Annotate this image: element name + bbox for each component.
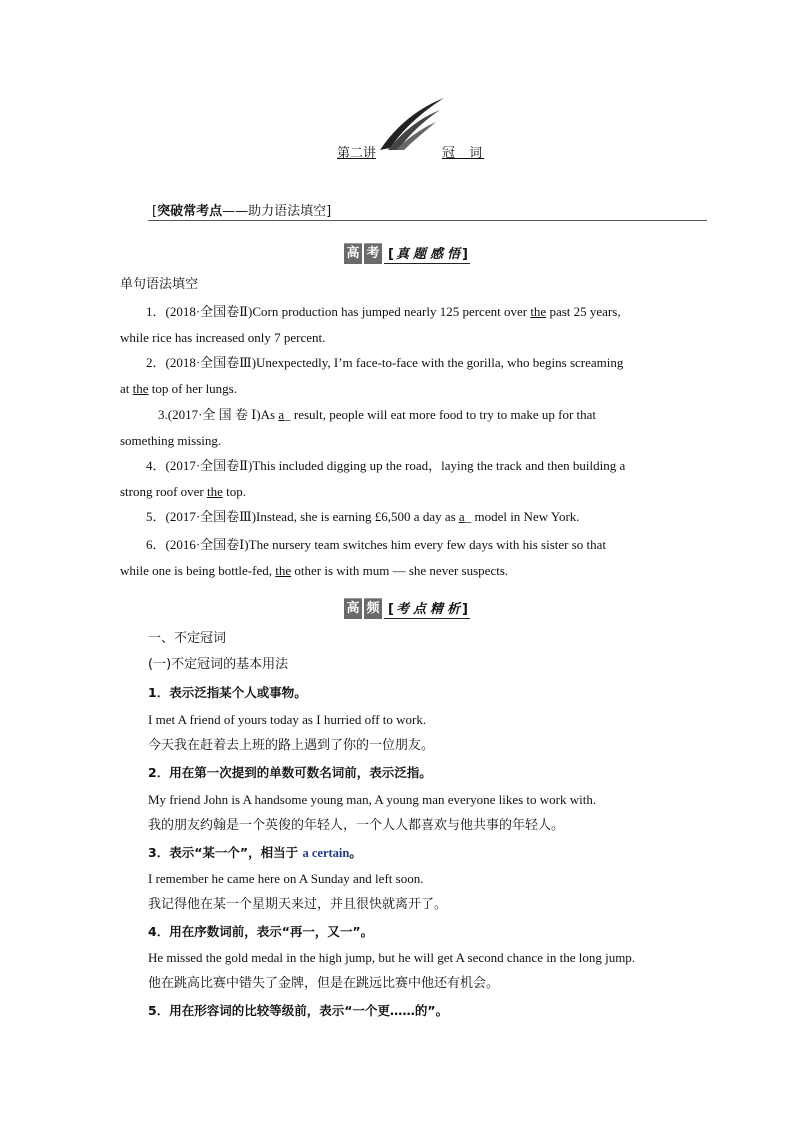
exercise-6-line-2: while one is being bottle-fed, the other is with mum — she never suspects. [120,563,509,578]
badge-gaokao-zhenti [344,242,470,264]
exercise-1-line-1: 1．(2018·全国卷Ⅱ)Corn production has jumped nearly 125 percent over the past 25 years, [146,304,621,319]
lecture-name: 冠 词 [442,146,485,161]
swoosh-decoration-icon [378,96,446,152]
exercise-5-line-1: 5．(2017·全国卷Ⅲ)Instead, she is earning £6,500 a day as a_ model in New York. [146,509,580,524]
rule-1-example-cn: 今天我在赶着去上班的路上遇到了你的一位朋友。 [148,738,435,753]
exercise-heading: 单句语法填空 [120,277,199,292]
rule-1-example-en: I met A friend of yours today as I hurried off to work. [148,712,427,727]
badge-char: 考 [364,243,382,264]
badge-char: 高 [344,598,362,619]
badge-label: [ 考点精析 ] [384,602,470,619]
exercise-2-line-1: 2．(2018·全国卷Ⅲ)Unexpectedly, I’m face-to-face with the gorilla, who begins screaming [146,355,624,370]
rule-2-example-cn: 我的朋友约翰是一个英俊的年轻人，一个人人都喜欢与他共事的年轻人。 [148,818,565,833]
section-title-rest: ——助力语法填空 [222,204,327,219]
exercise-3-line-1: 3.(2017·全 国 卷 Ⅰ)As a_ result, people will eat more food to try to make up for that [158,407,597,422]
exercise-3-line-2: something missing. [120,433,222,448]
rule-2-title: 2．用在第一次提到的单数可数名词前，表示泛指。 [148,765,432,780]
rule-4-example-cn: 他在跳高比赛中错失了金牌，但是在跳远比赛中他还有机会。 [148,976,500,991]
answer-blank: a [278,407,285,422]
badge-gaopin-kaodian [344,597,470,619]
rule-2-example-en: My friend John is A handsome young man, A young man everyone likes to work with. [148,792,597,807]
exercise-6-line-1: 6．(2016·全国卷Ⅰ)The nursery team switches him every few days with his sister so that [146,537,607,552]
rule-3-title: 3．表示“某一个”，相当于 a certain。 [148,845,362,860]
rule-1-title: 1．表示泛指某个人或事物。 [148,685,307,700]
lecture-number: 第二讲 [337,146,377,161]
answer-blank: the [530,304,547,319]
answer-blank: a [458,509,465,524]
answer-blank: the [275,563,292,578]
grammar-heading-1: 一、不定冠词 [148,631,227,646]
answer-blank: the [207,484,223,499]
section-title-bold: 突破常考点 [157,204,223,219]
badge-char: 频 [364,598,382,619]
keyword-a-certain: a certain [302,846,350,860]
rule-4-example-en: He missed the gold medal in the high jump, but he will get A second chance in the long jump. [148,950,636,965]
rule-3-example-en: I remember he came here on A Sunday and left soon. [148,871,424,886]
rule-5-title: 5．用在形容词的比较等级前，表示“一个更……的”。 [148,1003,449,1018]
badge-char: 高 [344,243,362,264]
grammar-heading-2: (一)不定冠词的基本用法 [148,657,289,672]
rule-4-title: 4．用在序数词前，表示“再一，又一”。 [148,924,374,939]
badge-label: [ 真题感悟 ] [384,247,470,264]
section-divider [148,220,707,221]
exercise-4-line-1: 4．(2017·全国卷Ⅱ)This included digging up the road，laying the track and then building a [146,458,626,473]
exercise-2-line-2: at the top of her lungs. [120,381,237,396]
exercise-1-line-2: while rice has increased only 7 percent. [120,330,326,345]
section-title: [突破常考点——助力语法填空] [152,204,332,219]
rule-3-example-cn: 我记得他在某一个星期天来过，并且很快就离开了。 [148,897,448,912]
answer-blank: the [132,381,149,396]
exercise-4-line-2: strong roof over the top. [120,484,247,499]
